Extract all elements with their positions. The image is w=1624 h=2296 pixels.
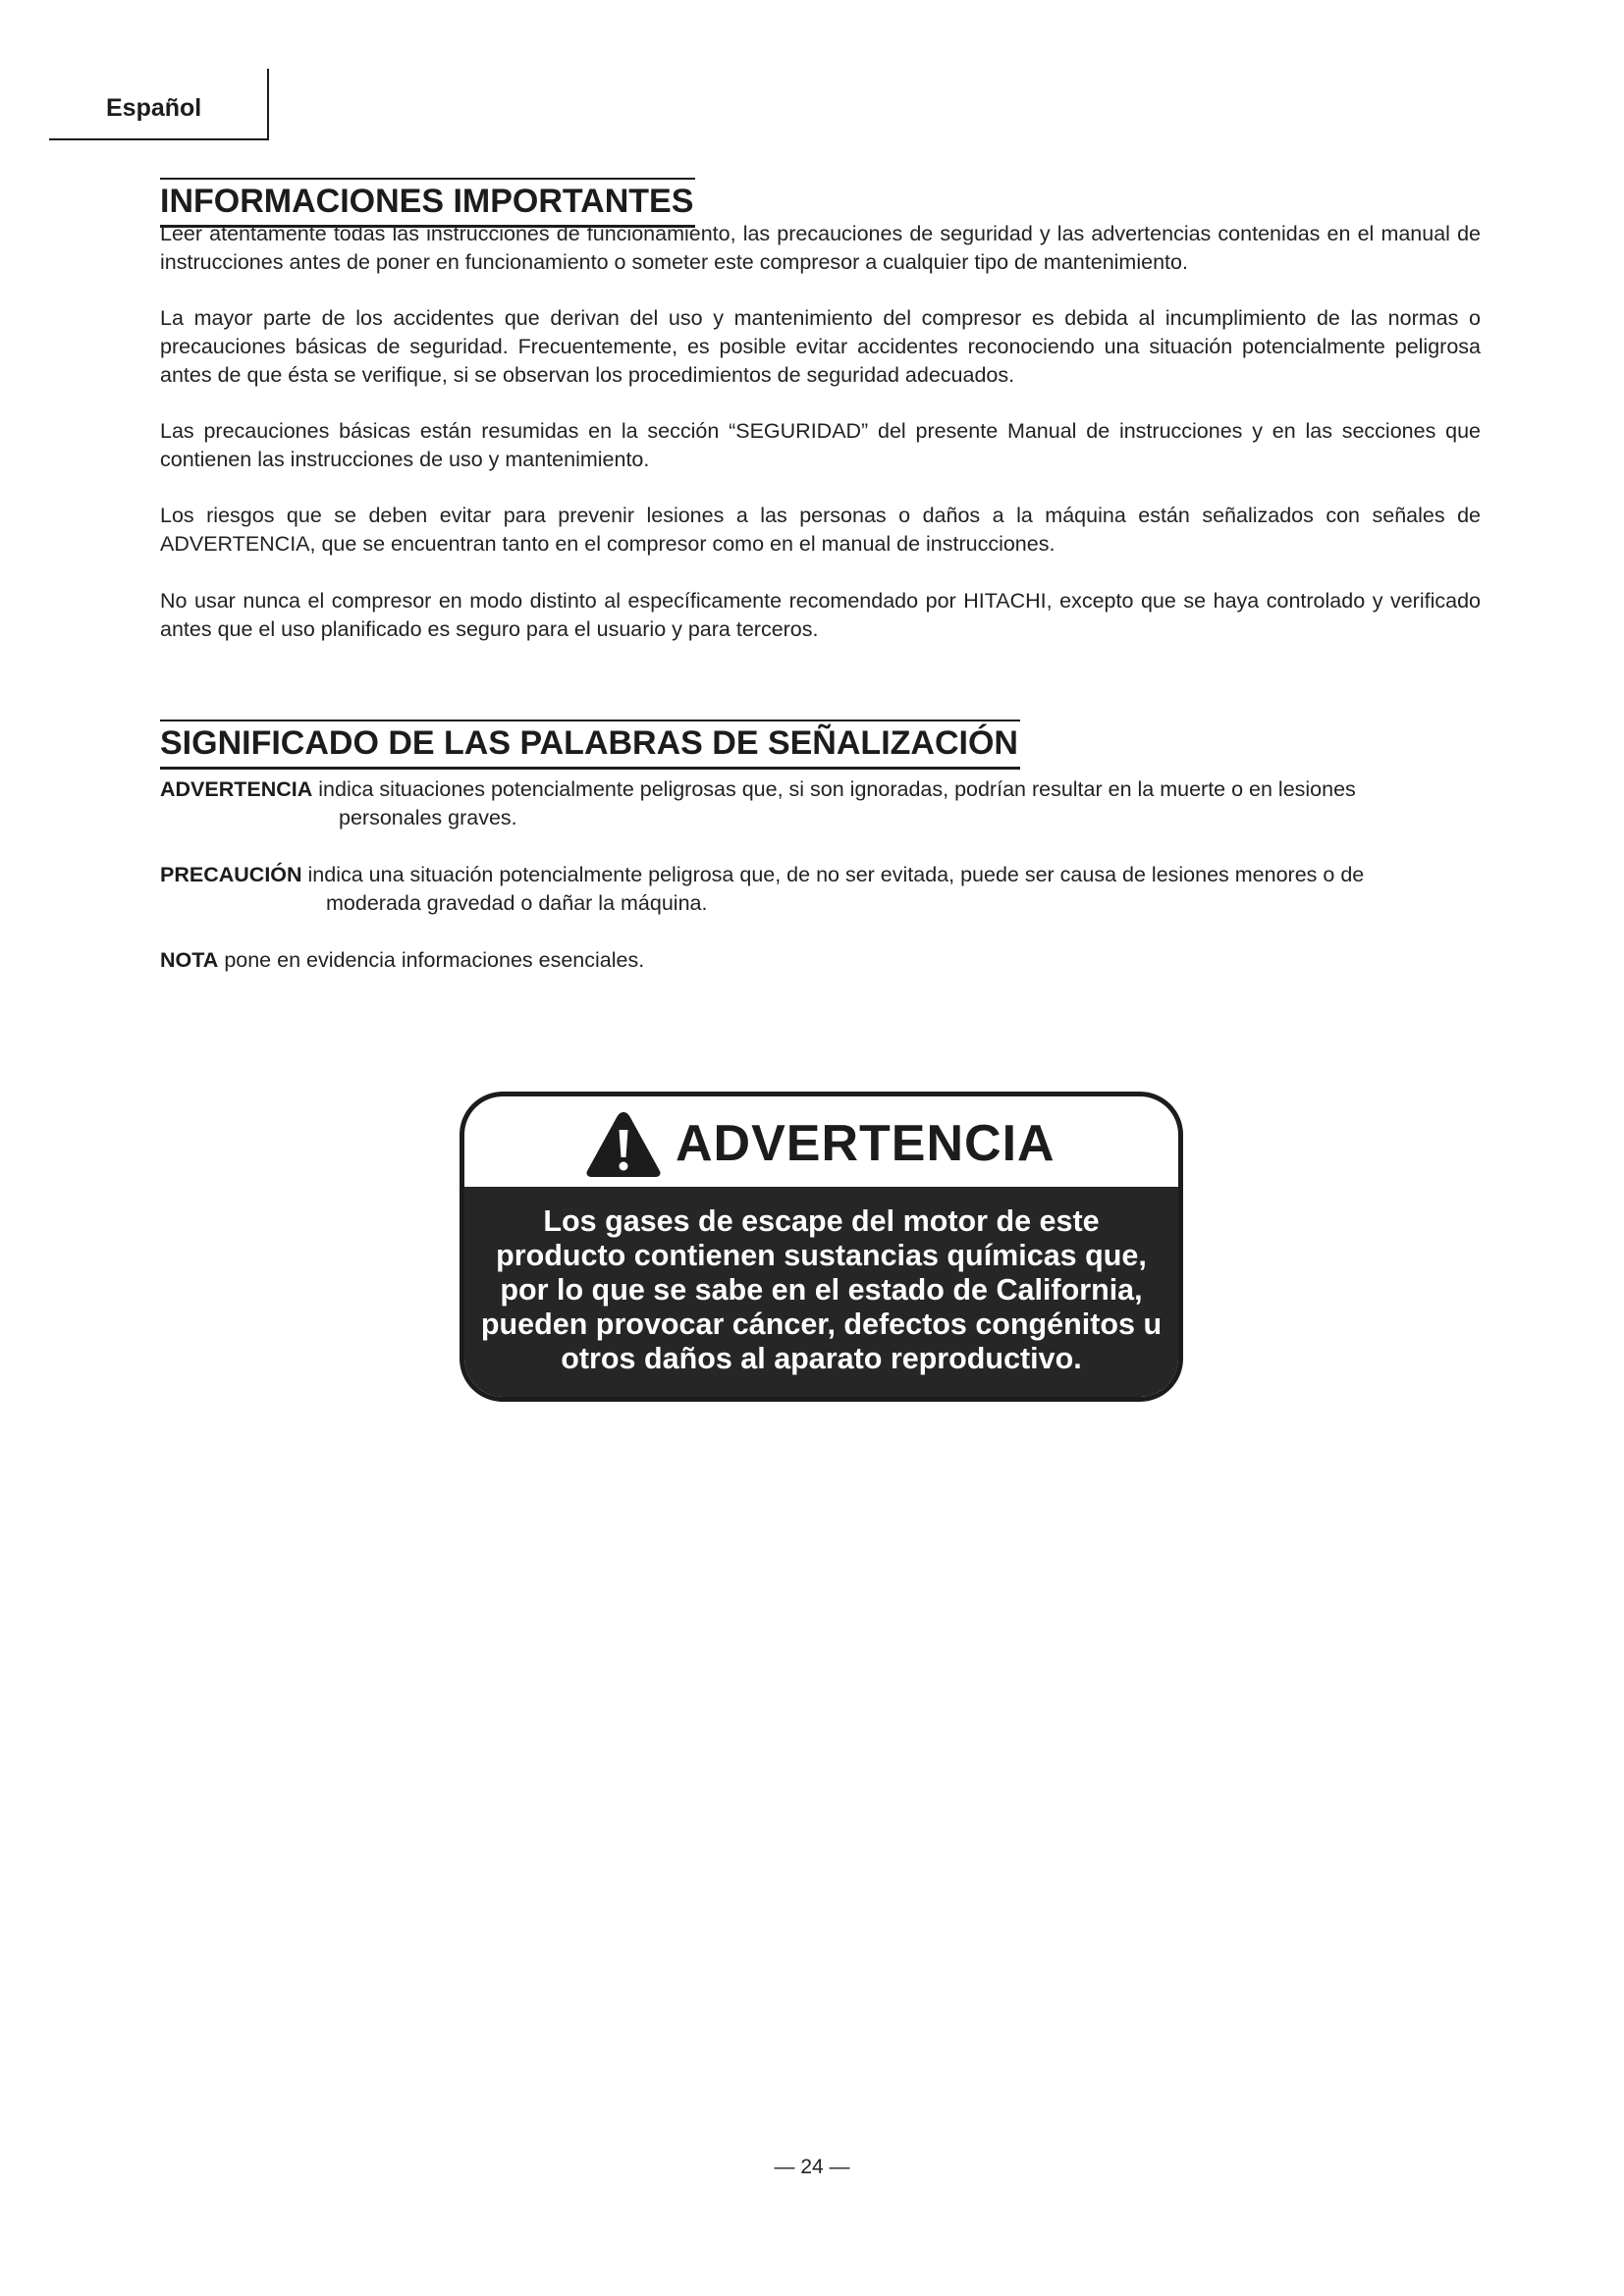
definition-term: ADVERTENCIA	[160, 777, 313, 801]
definition-text: indica una situación potencialmente peligrosa que, de no ser evitada, puede ser causa de lesiones menores o de	[307, 863, 1365, 886]
warning-triangle-icon	[585, 1110, 662, 1179]
paragraph: La mayor parte de los accidentes que derivan del uso y mantenimiento del compresor es debida al incumplimiento de las normas o precauciones básicas de seguridad. Frecuentemente, es posible evitar accidentes reconociendo una situación potencialmente peligrosa antes de que ésta se verifique, si se observan los procedimientos de seguridad adecuados.	[160, 306, 1481, 387]
paragraph: Leer atentamente todas las instrucciones de funcionamiento, las precauciones de seguridad y las advertencias contenidas en el manual de instrucciones antes de poner en funcionamiento o someter este compresor a cualquier tipo de mantenimiento.	[160, 222, 1481, 274]
definition-text-continued: personales graves.	[339, 806, 517, 829]
paragraph: Los riesgos que se deben evitar para prevenir lesiones a las personas o daños a la máquina están señalizados con señales de ADVERTENCIA, que se encuentran tanto en el compresor como en el manual de instrucciones.	[160, 504, 1481, 556]
paragraph: Las precauciones básicas están resumidas en la sección “SEGURIDAD” del presente Manual de instrucciones y en las secciones que contienen las instrucciones de uso y mantenimiento.	[160, 419, 1481, 471]
warning-label-body	[464, 1187, 1178, 1402]
section-heading-signal-words: SIGNIFICADO DE LAS PALABRAS DE SEÑALIZACIÓN	[160, 720, 1020, 770]
warning-label-title: ADVERTENCIA	[676, 1115, 1056, 1172]
warning-line: producto contienen sustancias químicas que,	[496, 1239, 1147, 1272]
warning-line: por lo que se sabe en el estado de California,	[500, 1273, 1143, 1307]
section-heading-important-info: INFORMACIONES IMPORTANTES	[160, 178, 695, 228]
definition-text: indica situaciones potencialmente peligrosas que, si son ignoradas, podrían resultar en la muerte o en lesiones	[318, 777, 1356, 801]
definition-precaucion	[160, 861, 1481, 918]
language-tab	[49, 69, 269, 140]
warning-label	[460, 1092, 1183, 1402]
warning-line: otros daños al aparato reproductivo.	[561, 1342, 1082, 1375]
page-number: — 24 —	[774, 2156, 850, 2178]
definition-text-continued: moderada gravedad o dañar la máquina.	[326, 891, 708, 915]
paragraph: No usar nunca el compresor en modo distinto al específicamente recomendado por HITACHI, excepto que se haya controlado y verificado antes que el uso planificado es seguro para el usuario y para terceros.	[160, 589, 1481, 641]
definition-term: NOTA	[160, 948, 219, 972]
language-label: Español	[106, 94, 202, 122]
warning-label-header	[464, 1096, 1178, 1187]
definition-text: pone en evidencia informaciones esenciales.	[224, 948, 645, 972]
definition-nota	[160, 946, 1481, 975]
warning-line: Los gases de escape del motor de este	[543, 1204, 1100, 1238]
definition-advertencia	[160, 775, 1481, 832]
warning-line: pueden provocar cáncer, defectos congénitos u	[480, 1308, 1163, 1341]
definition-term: PRECAUCIÓN	[160, 863, 302, 886]
